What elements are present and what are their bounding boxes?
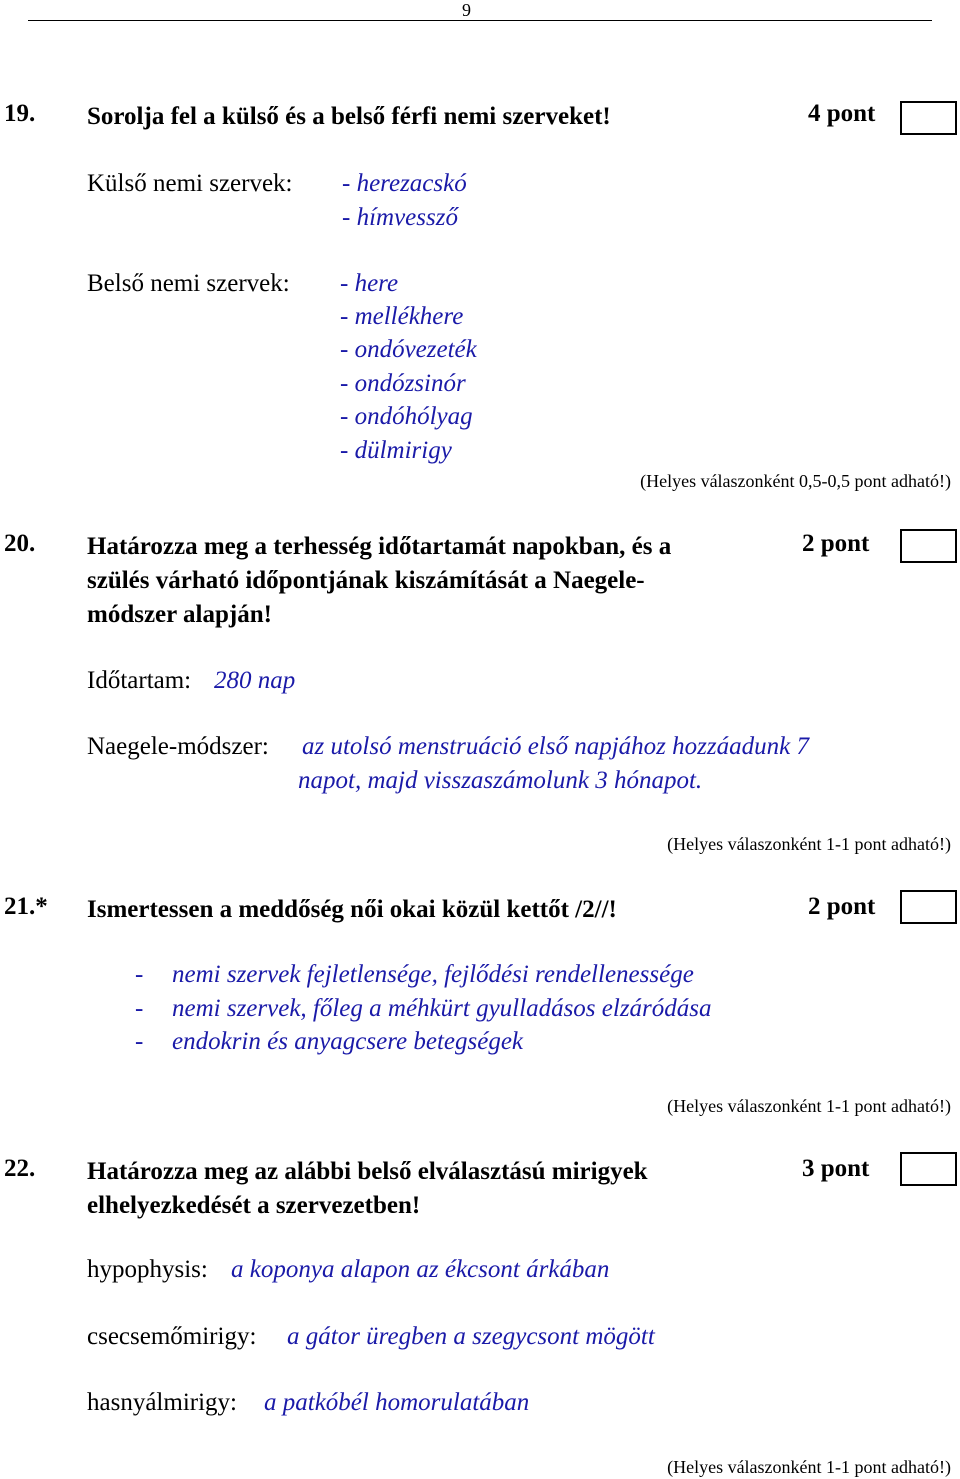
question-19-text: Sorolja fel a külső és a belső férfi nemi szerveket!	[87, 103, 611, 130]
thymus-answer: a gátor üregben a szegycsont mögött	[287, 1323, 655, 1350]
question-20-scoring-note: (Helyes válaszonként 1-1 pont adható!)	[667, 834, 951, 854]
question-20-points: 2 pont	[802, 530, 870, 557]
internal-organs-label: Belső nemi szervek:	[87, 270, 290, 297]
question-20-text-line: módszer alapján!	[87, 601, 272, 628]
question-21-points: 2 pont	[808, 893, 876, 920]
list-bullet: -	[135, 961, 144, 988]
question-21-score-box[interactable]	[900, 890, 957, 924]
naegele-answer-line: az utolsó menstruáció első napjához hozzáadunk 7	[302, 733, 809, 760]
question-22-scoring-note: (Helyes válaszonként 1-1 pont adható!)	[667, 1457, 951, 1477]
naegele-label: Naegele-módszer:	[87, 733, 269, 760]
answer-item: - ondóvezeték	[340, 336, 477, 363]
pancreas-answer: a patkóbél homorulatában	[264, 1389, 530, 1416]
question-20-score-box[interactable]	[900, 529, 957, 563]
duration-answer: 280 nap	[214, 667, 296, 694]
list-item: nemi szervek fejletlensége, fejlődési rendellenessége	[172, 961, 694, 988]
external-organs-label: Külső nemi szervek:	[87, 170, 293, 197]
question-22-number: 22.	[4, 1155, 36, 1182]
list-item: nemi szervek, főleg a méhkürt gyulladásos elzáródása	[172, 995, 712, 1022]
thymus-label: csecsemőmirigy:	[87, 1323, 257, 1350]
question-22-text-line: elhelyezkedését a szervezetben!	[87, 1192, 421, 1219]
question-19-number: 19.	[4, 100, 36, 127]
question-21-text: Ismertessen a meddőség női okai közül kettőt /2//!	[87, 896, 617, 923]
answer-item: - mellékhere	[340, 303, 464, 330]
question-19-points: 4 pont	[808, 100, 876, 127]
hypophysis-label: hypophysis:	[87, 1256, 208, 1283]
question-21-number: 21.*	[4, 893, 48, 920]
pancreas-label: hasnyálmirigy:	[87, 1389, 237, 1416]
question-20-number: 20.	[4, 530, 36, 557]
answer-item: - hímvessző	[342, 204, 458, 231]
hypophysis-answer: a koponya alapon az ékcsont árkában	[231, 1256, 610, 1283]
duration-label: Időtartam:	[87, 667, 192, 694]
answer-item: - ondóhólyag	[340, 403, 473, 430]
list-bullet: -	[135, 995, 144, 1022]
question-22-text-line: Határozza meg az alábbi belső elválasztású mirigyek	[87, 1158, 648, 1185]
answer-item: - dülmirigy	[340, 437, 452, 464]
answer-item: - here	[340, 270, 399, 297]
question-22-points: 3 pont	[802, 1155, 870, 1182]
question-19-scoring-note: (Helyes válaszonként 0,5-0,5 pont adható!)	[640, 471, 951, 491]
list-item: endokrin és anyagcsere betegségek	[172, 1028, 524, 1055]
question-20-text-line: Határozza meg a terhesség időtartamát napokban, és a	[87, 533, 672, 560]
question-19-score-box[interactable]	[900, 101, 957, 135]
list-bullet: -	[135, 1028, 144, 1055]
page-number: 9	[462, 0, 471, 20]
question-22-score-box[interactable]	[900, 1152, 957, 1186]
answer-item: - herezacskó	[342, 170, 467, 197]
naegele-answer-line: napot, majd visszaszámolunk 3 hónapot.	[298, 767, 703, 794]
question-21-scoring-note: (Helyes válaszonként 1-1 pont adható!)	[667, 1096, 951, 1116]
answer-item: - ondózsinór	[340, 370, 466, 397]
question-20-text-line: szülés várható időpontjának kiszámítását a Naegele-	[87, 567, 645, 594]
header-rule	[28, 20, 932, 21]
